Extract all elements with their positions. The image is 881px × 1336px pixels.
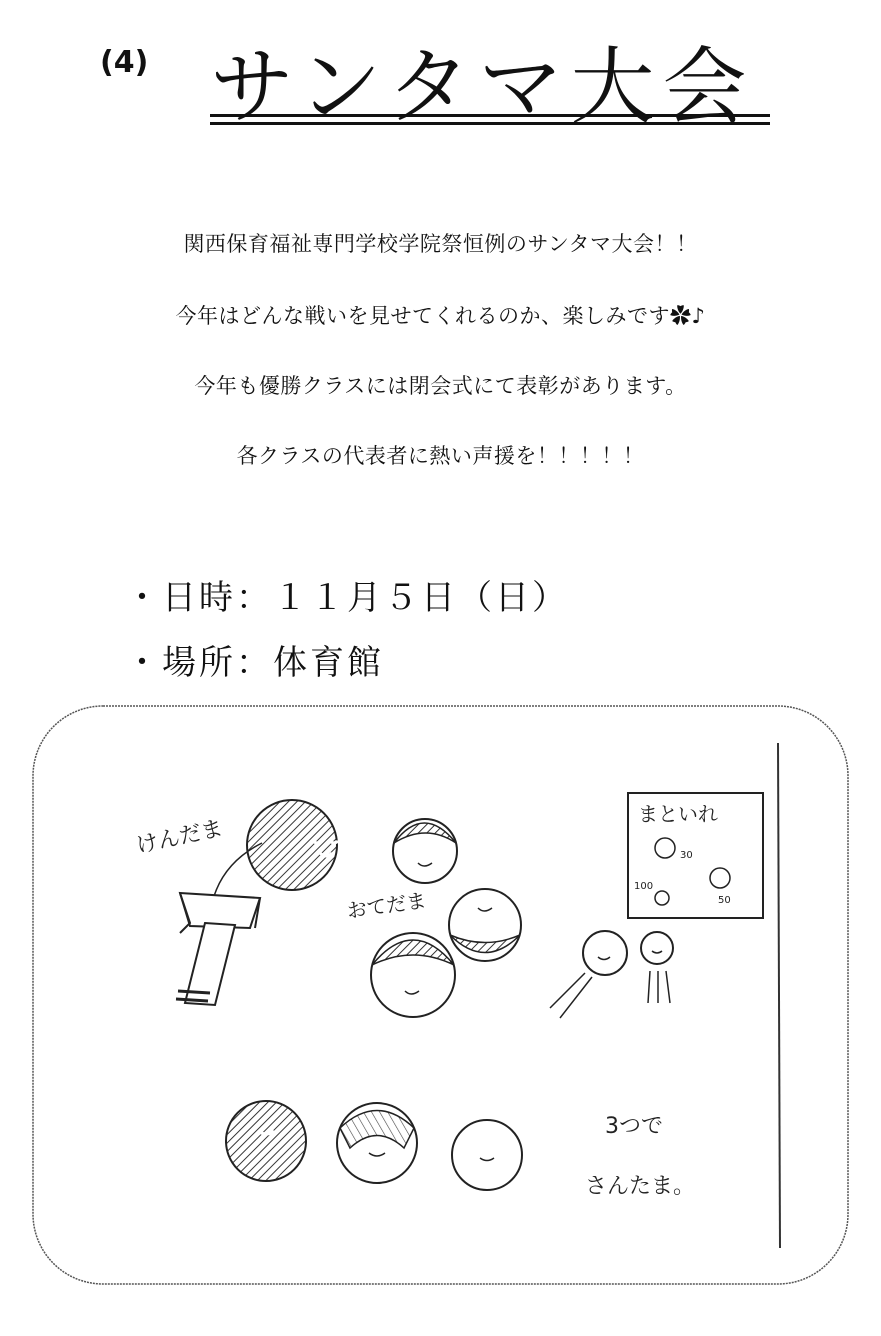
score-30: 30 bbox=[680, 850, 693, 861]
thrown-balls-icon bbox=[550, 931, 673, 1018]
illustration-panel bbox=[30, 703, 855, 1293]
three-balls-icon bbox=[226, 1101, 522, 1190]
caption-line2: さんたま。 bbox=[585, 1174, 696, 1199]
otedama-label: おてだま bbox=[345, 888, 428, 923]
panel-divider bbox=[778, 743, 780, 1248]
title-number: (4) bbox=[100, 45, 149, 80]
intro-line: 今年はどんな戦いを見せてくれるのか、楽しみです✿♪ bbox=[175, 304, 706, 328]
event-date: ・日時：１１月５日（日） bbox=[125, 578, 569, 618]
title-underline-double bbox=[210, 122, 770, 125]
score-50: 50 bbox=[718, 895, 731, 906]
score-100: 100 bbox=[634, 881, 654, 892]
intro-line: 関西保育福祉専門学校学院祭恒例のサンタマ大会！！ bbox=[183, 232, 698, 256]
event-place: ・場所：体育館 bbox=[125, 643, 384, 683]
kendama-label: けんだま bbox=[134, 816, 226, 859]
title-underline bbox=[210, 114, 770, 117]
matoire-label: まといれ bbox=[638, 802, 718, 826]
caption-line1: 3つで bbox=[605, 1114, 663, 1139]
intro-line: 今年も優勝クラスには閉会式にて表彰があります。 bbox=[194, 374, 687, 398]
intro-line: 各クラスの代表者に熱い声援を！！！！！ bbox=[236, 444, 645, 468]
matoire-board bbox=[628, 793, 763, 918]
otedama-icon bbox=[371, 819, 521, 1017]
page-title: サンタマ大会 bbox=[210, 38, 755, 136]
